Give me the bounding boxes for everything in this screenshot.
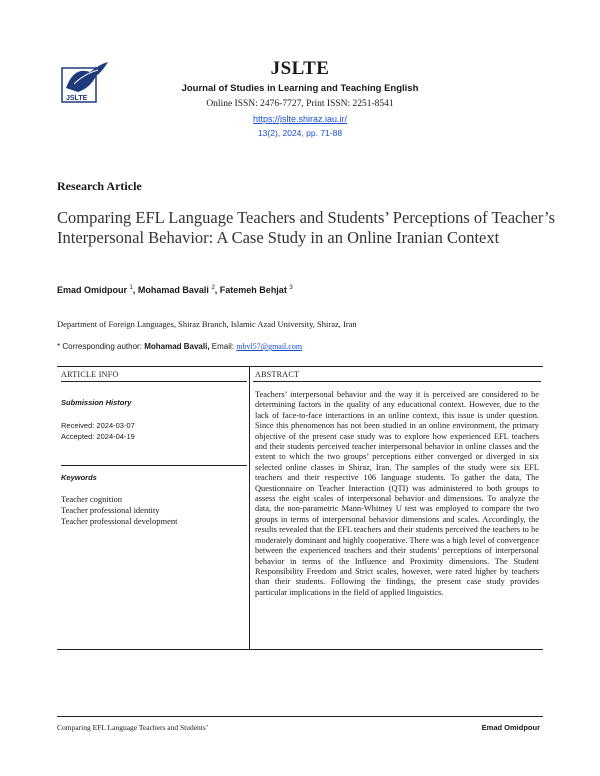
keyword-item: Teacher professional identity <box>61 505 160 515</box>
author-name: Mohamad Bavali <box>137 285 209 295</box>
corresponding-author-line <box>57 342 302 351</box>
corresponding-label: * Corresponding author: <box>57 342 142 351</box>
volume-info: 13(2), 2024, pp. 71-88 <box>257 128 343 138</box>
submission-history-heading: Submission History <box>61 398 132 407</box>
corresponding-name: Mohamad Bavali, <box>144 342 210 351</box>
footer-rule <box>57 716 543 717</box>
author-name: Emad Omidpour <box>57 285 128 295</box>
footer-running-title: Comparing EFL Language Teachers and Students’ <box>57 723 209 732</box>
box-top-rule <box>57 366 543 367</box>
affiliation: Department of Foreign Languages, Shiraz Branch, Islamic Azad University, Shiraz, Iran <box>57 319 357 329</box>
info-heading-rule <box>61 381 247 382</box>
received-date: Received: 2024-03-07 <box>61 421 135 430</box>
logo-text: JSLTE <box>66 95 88 102</box>
article-info-heading: ARTICLE INFO <box>61 370 119 379</box>
author-name: Fatemeh Behjat <box>219 285 287 295</box>
journal-name: Journal of Studies in Learning and Teaching English <box>181 83 419 94</box>
issn-line: Online ISSN: 2476-7727, Print ISSN: 2251-8541 <box>206 99 394 109</box>
accepted-date: Accepted: 2024-04-19 <box>61 432 135 441</box>
author-affil-mark: 2 <box>211 285 215 291</box>
author-affil-mark: 1 <box>129 285 133 291</box>
journal-url-line <box>0 114 600 124</box>
keyword-list <box>61 494 177 527</box>
email-link[interactable]: mbvl57@gmail.com <box>236 342 303 351</box>
abstract-heading-rule <box>253 381 541 382</box>
journal-abbrev: JSLTE <box>270 58 330 79</box>
column-divider <box>249 366 250 649</box>
paper-title: Comparing EFL Language Teachers and Students’ Perceptions of Teacher’s Interpersonal Behavior: A Case Study in an Online Iranian Context <box>57 208 556 247</box>
abstract-text: Teachers’ interpersonal behavior and the way it is perceived are considered to be determining factors in the quality of any educational context. However, due to the lack of face-to-face interactions in an online context, this issue is under question. Since this phenomenon has not been studied in an online environment, the primary objective of the present case study was to explore how experienced EFL teachers and their students perceived teacher interpersonal behavior in online classes and the extent to which the two groups’ perceptions either converged or diverged in six selected online classes in Shiraz, Iran. The samples of the study were six EFL teachers and their respective 106 language students. To gather the data, The Questionnaire on Teacher Interaction (QTI) was administered to both groups to assess the eight scales of interpersonal behavior and dimensions. To analyze the data, the non-parametric Mann-Whitney U test was employed to compare the two groups in terms of interpersonal behavior dimensions and scales. Accordingly, the results revealed that the EFL teachers and their students perceived the teachers to be moderately dominant and highly cooperative. There was a high level of convergence between the experienced teachers and their students’ perceptions of interpersonal behavior in terms of the Influence and Proximity dimensions. The Student Responsibility Freedom and Strict scales, however, were rated higher by teachers than their students. Following the findings, the present case study provides particular implications in the field of applied linguistics. <box>255 390 539 597</box>
author-affil-mark: 3 <box>289 285 293 291</box>
keyword-item: Teacher cognition <box>61 494 123 504</box>
history-bottom-rule <box>61 465 247 466</box>
footer-author: Emad Omidpour <box>481 723 540 732</box>
keywords-heading: Keywords <box>61 473 97 482</box>
email-label: Email: <box>211 342 235 351</box>
abstract-heading: ABSTRACT <box>255 370 300 379</box>
author-list: Emad Omidpour $^1$, Mohamad Bavali $^2$, Fatemeh Behjat $^3$ <box>57 285 293 295</box>
submission-dates <box>61 420 135 442</box>
keyword-item: Teacher professional development <box>61 516 178 526</box>
article-type: Research Article <box>57 179 142 193</box>
journal-url-link[interactable]: https://jslte.shiraz.iau.ir/ <box>252 114 348 124</box>
box-bottom-rule <box>57 649 543 650</box>
